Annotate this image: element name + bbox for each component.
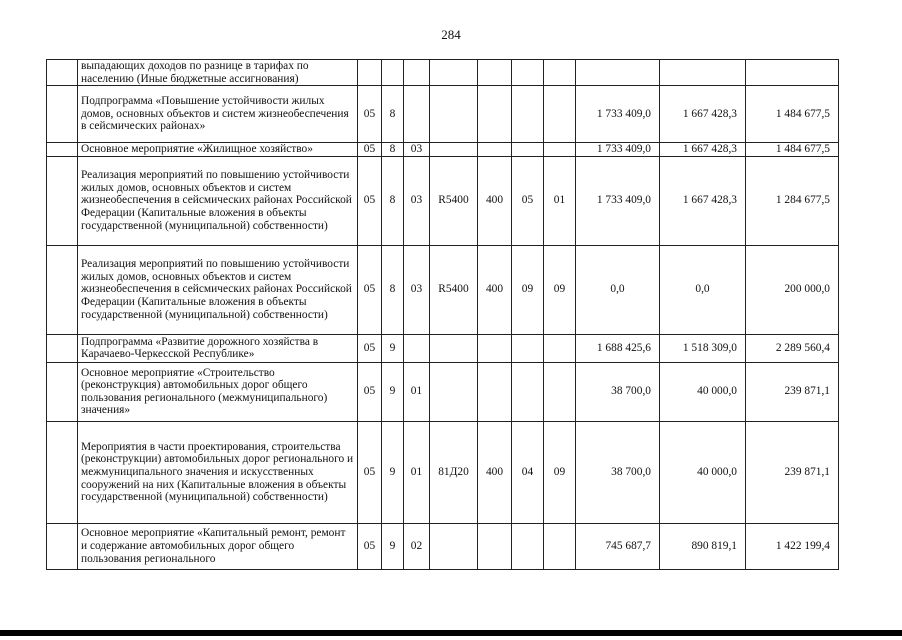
code-subprogram: 9 [382, 421, 404, 523]
code-subsection: 09 [544, 245, 576, 334]
code-section [512, 60, 544, 86]
code-expense-type: 400 [478, 245, 512, 334]
code-subprogram: 8 [382, 156, 404, 245]
code-direction [430, 143, 478, 157]
code-subprogram [382, 60, 404, 86]
code-expense-type [478, 362, 512, 421]
row-index-cell [47, 245, 78, 334]
amount-year-1: 1 733 409,0 [576, 86, 660, 143]
row-name: Мероприятия в части проектирования, строительства (реконструкции) автомобильных дорог регионального и межмуниципального значения и искусственных сооружений на них (Капитальные вложения в объекты государственной (муниципальной) собственности) [78, 421, 358, 523]
code-direction: R5400 [430, 245, 478, 334]
code-expense-type [478, 523, 512, 569]
code-event [404, 86, 430, 143]
amount-year-1 [576, 60, 660, 86]
code-section [512, 523, 544, 569]
page-number: 284 [441, 27, 461, 42]
code-direction [430, 60, 478, 86]
code-program: 05 [358, 245, 382, 334]
code-subprogram: 8 [382, 86, 404, 143]
amount-year-3: 1 484 677,5 [746, 86, 839, 143]
code-section: 09 [512, 245, 544, 334]
amount-year-1: 38 700,0 [576, 421, 660, 523]
row-index-cell [47, 362, 78, 421]
code-expense-type: 400 [478, 421, 512, 523]
amount-year-1: 1 733 409,0 [576, 143, 660, 157]
code-program: 05 [358, 362, 382, 421]
code-event: 03 [404, 245, 430, 334]
row-index-cell [47, 143, 78, 157]
code-subprogram: 9 [382, 523, 404, 569]
row-index-cell [47, 60, 78, 86]
amount-year-3: 239 871,1 [746, 421, 839, 523]
code-subprogram: 8 [382, 245, 404, 334]
amount-year-3: 239 871,1 [746, 362, 839, 421]
row-index-cell [47, 523, 78, 569]
code-subsection [544, 60, 576, 86]
row-index-cell [47, 334, 78, 362]
code-program: 05 [358, 156, 382, 245]
amount-year-3: 1 422 199,4 [746, 523, 839, 569]
budget-table [46, 59, 839, 570]
code-section [512, 86, 544, 143]
amount-year-2: 890 819,1 [660, 523, 746, 569]
bottom-scan-edge [0, 630, 902, 636]
table-row [47, 362, 839, 421]
code-event: 03 [404, 156, 430, 245]
table-body [47, 60, 839, 570]
code-event: 01 [404, 362, 430, 421]
table-row [47, 523, 839, 569]
row-name: Основное мероприятие «Капитальный ремонт, ремонт и содержание автомобильных дорог общего пользования регионального [78, 523, 358, 569]
amount-year-2: 1 518 309,0 [660, 334, 746, 362]
code-section: 04 [512, 421, 544, 523]
code-subsection: 09 [544, 421, 576, 523]
code-direction [430, 523, 478, 569]
code-event [404, 60, 430, 86]
row-name: Подпрограмма «Повышение устойчивости жилых домов, основных объектов и систем жизнеобеспечения в сейсмических районах» [78, 86, 358, 143]
code-program: 05 [358, 86, 382, 143]
row-index-cell [47, 86, 78, 143]
amount-year-2 [660, 60, 746, 86]
code-program: 05 [358, 523, 382, 569]
amount-year-2: 40 000,0 [660, 362, 746, 421]
code-direction: 81Д20 [430, 421, 478, 523]
code-subprogram: 9 [382, 334, 404, 362]
row-name: выпадающих доходов по разнице в тарифах по населению (Иные бюджетные ассигнования) [78, 60, 358, 86]
code-event: 01 [404, 421, 430, 523]
row-name: Реализация мероприятий по повышению устойчивости жилых домов, основных объектов и систем жизнеобеспечения в сейсмических районах Российской Федерации (Капитальные вложения в объекты государственной (муниципальной) собственности) [78, 245, 358, 334]
code-section: 05 [512, 156, 544, 245]
row-name: Подпрограмма «Развитие дорожного хозяйства в Карачаево-Черкесской Республике» [78, 334, 358, 362]
row-index-cell [47, 156, 78, 245]
code-section [512, 334, 544, 362]
row-name: Основное мероприятие «Строительство (реконструкция) автомобильных дорог общего пользования регионального (межмуниципального) значения» [78, 362, 358, 421]
code-subsection [544, 362, 576, 421]
code-direction [430, 362, 478, 421]
table-row [47, 334, 839, 362]
code-direction [430, 334, 478, 362]
code-event [404, 334, 430, 362]
amount-year-3: 1 484 677,5 [746, 143, 839, 157]
table-row [47, 245, 839, 334]
table-row [47, 86, 839, 143]
code-direction: R5400 [430, 156, 478, 245]
table-row [47, 60, 839, 86]
code-subprogram: 9 [382, 362, 404, 421]
code-section [512, 143, 544, 157]
code-expense-type [478, 60, 512, 86]
amount-year-2: 0,0 [660, 245, 746, 334]
amount-year-1: 0,0 [576, 245, 660, 334]
amount-year-3 [746, 60, 839, 86]
amount-year-2: 1 667 428,3 [660, 156, 746, 245]
code-program: 05 [358, 421, 382, 523]
table-row [47, 143, 839, 157]
row-name: Реализация мероприятий по повышению устойчивости жилых домов, основных объектов и систем жизнеобеспечения в сейсмических районах Российской Федерации (Капитальные вложения в объекты государственной (муниципальной) собственности) [78, 156, 358, 245]
code-subsection [544, 86, 576, 143]
amount-year-1: 38 700,0 [576, 362, 660, 421]
table-row [47, 421, 839, 523]
amount-year-1: 1 733 409,0 [576, 156, 660, 245]
amount-year-3: 2 289 560,4 [746, 334, 839, 362]
row-name: Основное мероприятие «Жилищное хозяйство» [78, 143, 358, 157]
code-expense-type: 400 [478, 156, 512, 245]
code-section [512, 362, 544, 421]
table-row [47, 156, 839, 245]
code-expense-type [478, 86, 512, 143]
amount-year-1: 1 688 425,6 [576, 334, 660, 362]
code-subprogram: 8 [382, 143, 404, 157]
code-expense-type [478, 143, 512, 157]
code-subsection [544, 143, 576, 157]
code-expense-type [478, 334, 512, 362]
code-subsection [544, 334, 576, 362]
amount-year-2: 1 667 428,3 [660, 86, 746, 143]
amount-year-3: 1 284 677,5 [746, 156, 839, 245]
amount-year-1: 745 687,7 [576, 523, 660, 569]
code-program: 05 [358, 143, 382, 157]
amount-year-2: 1 667 428,3 [660, 143, 746, 157]
code-program [358, 60, 382, 86]
code-direction [430, 86, 478, 143]
amount-year-2: 40 000,0 [660, 421, 746, 523]
code-event: 03 [404, 143, 430, 157]
code-event: 02 [404, 523, 430, 569]
code-subsection [544, 523, 576, 569]
code-program: 05 [358, 334, 382, 362]
code-subsection: 01 [544, 156, 576, 245]
amount-year-3: 200 000,0 [746, 245, 839, 334]
row-index-cell [47, 421, 78, 523]
